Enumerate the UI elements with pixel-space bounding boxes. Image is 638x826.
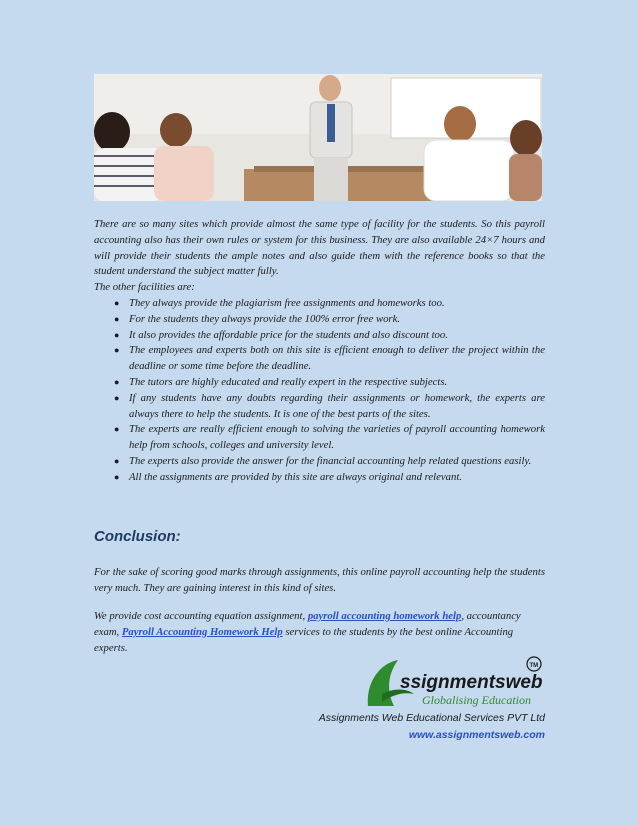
logo-graphic (364, 654, 546, 710)
list-item: ● All the assignments are provided by this site are always original and relevant. (94, 470, 545, 486)
assignmentsweb-logo (364, 654, 546, 710)
bullet-icon: ● (114, 471, 120, 482)
list-item: ● It also provides the affordable price for the students and also discount too. (94, 328, 545, 344)
classroom-illustration (94, 74, 542, 201)
intro-section (94, 217, 545, 486)
list-item: ● The employees and experts both on this site is efficient enough to deliver the project within the deadline or some time before the deadline. (114, 344, 545, 373)
bullet-icon: ● (114, 345, 120, 356)
list-item: ● The tutors are highly educated and really expert in the respective subjects. (94, 375, 545, 391)
trademark-label: TM (529, 663, 539, 669)
list-item: ● The experts are really efficient enough to solving the varieties of payroll accounting homework help from schools, colleges and university level. (114, 423, 545, 452)
list-item: ● If any students have any doubts regarding their assignments or homework, the experts are always there to help the students. It is one of the best parts of the sites. (114, 391, 545, 420)
list-item: ● They always provide the plagiarism free assignments and homeworks too. (94, 296, 545, 312)
facilities-lead: The other facilities are: (94, 281, 195, 294)
bullet-icon: ● (114, 376, 120, 387)
bullet-icon: ● (114, 455, 120, 466)
logo-brand-text: ssignmentsweb (400, 672, 543, 693)
bullet-icon: ● (114, 329, 120, 340)
bullet-icon: ● (114, 313, 120, 324)
payroll-homework-help-link[interactable]: payroll accounting homework help (307, 610, 462, 622)
intro-paragraph: There are so many sites which provide almost the same type of facility for the students. So this payroll accounting also has their own rules or system for this business. They are also available 24×7 hours and will provide their students the ample notes and also guide them with the reference books so that the student understand the subject matter fully. (94, 218, 545, 278)
company-name: Assignments Web Educational Services PVT Ltd (318, 712, 545, 724)
payroll-homework-help-link-2[interactable]: Payroll Accounting Homework Help (121, 625, 283, 638)
conclusion-paragraph-2: We provide cost accounting equation assignment, payroll accounting homework help, accountancy exam, Payroll Accounting Homework Help services to the students by the best online Accounting experts. (94, 610, 521, 654)
classroom-photo (94, 74, 542, 201)
list-item: ● For the students they always provide the 100% error free work. (94, 312, 545, 328)
website-link[interactable]: www.assignmentsweb.com (408, 729, 545, 741)
conclusion-paragraph-1: For the sake of scoring good marks through assignments, this online payroll accounting help the students very much. They are gaining interest in this kind of sites. (94, 566, 546, 594)
list-item: ● The experts also provide the answer for the financial accounting help related questions easily. (94, 454, 545, 470)
conclusion-heading: Conclusion: (94, 528, 181, 545)
bullet-icon: ● (114, 392, 120, 403)
bullet-icon: ● (114, 297, 120, 308)
bullet-icon: ● (114, 424, 120, 435)
facilities-list (94, 296, 545, 486)
logo-tagline: Globalising Education (422, 693, 531, 707)
